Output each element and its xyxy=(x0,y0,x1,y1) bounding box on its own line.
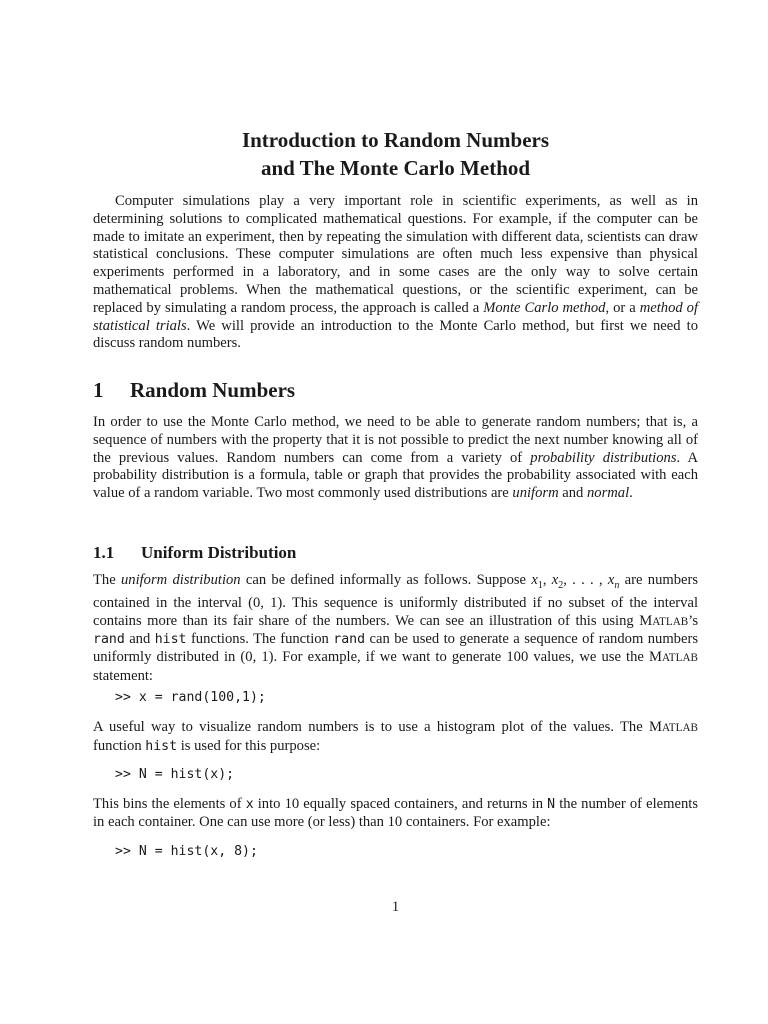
code-hist: hist xyxy=(145,738,178,754)
code-rand: rand xyxy=(333,632,366,648)
document-title xyxy=(93,126,698,182)
term-uniform-distribution: uniform distribution xyxy=(120,572,241,588)
code-rand: rand xyxy=(93,632,125,648)
code-block-hist-8: >> N = hist(x, 8); xyxy=(115,844,258,859)
code-x: x xyxy=(245,797,254,812)
title-line-2: and The Monte Carlo Method xyxy=(260,156,531,180)
term-uniform: uniform xyxy=(512,485,559,502)
term-probability-distributions: probability distributions xyxy=(530,449,677,466)
intro-paragraph: Computer simulations play a very important role in scientific experiments, as well as in determining solutions to complicated mathematical questions. For example, if the computer can be made to imitate an experiment, then by repeating the simulation with different data, scientists can draw statistical conclusions. These computer simulations are often much less expensive than physical experiments performed in a laboratory, and in some cases are the only way to solve certain mathematical problems. When the mathematical questions, or the scientific experiment, can be replaced by simulating a random process, the approach is called a Monte Carlo method, or a method of statistical trials. We will provide an introduction to the Monte Carlo method, but first we need to discuss random numbers. xyxy=(93,193,698,352)
code-block-rand: >> x = rand(100,1); xyxy=(115,690,266,705)
subsection-title: Uniform Distribution xyxy=(141,543,297,562)
term-normal: normal xyxy=(587,485,630,502)
bins-paragraph: This bins the elements of x into 10 equally spaced containers, and returns in N the number of elements in each container. One can use more (or less) than 10 containers. For example: xyxy=(93,796,699,830)
code-N: N xyxy=(547,797,556,812)
section-number: 1 xyxy=(93,378,104,402)
section-heading-random-numbers xyxy=(93,376,295,404)
random-numbers-paragraph: In order to use the Monte Carlo method, we need to be able to generate random numbers; that is, a sequence of numbers with the property that it is not possible to predict the next number knowing all of the previous values. Random numbers can come from a variety of probability distributions. A probability distribution is a formula, table or graph that provides the probability associated with each value of a random variable. Two most commonly used distributions are uniform and normal. xyxy=(93,414,699,502)
histogram-paragraph: A useful way to visualize random numbers is to use a histogram plot of the values. The MATLAB function hist is used for this purpose: xyxy=(93,719,698,754)
code-block-hist: >> N = hist(x); xyxy=(115,767,235,782)
matlab-wordmark: MATLAB xyxy=(639,612,689,629)
math-sequence-x1-to-xn: $x_1$, $x_2$, . . . , $x_n$ xyxy=(531,572,620,591)
section-title: Random Numbers xyxy=(130,378,296,402)
subsection-number: 1.1 xyxy=(93,543,115,562)
document-page xyxy=(93,0,698,1024)
matlab-wordmark: MATLAB xyxy=(648,719,698,735)
subsection-heading-uniform-distribution xyxy=(93,541,296,565)
term-monte-carlo-method: Monte Carlo method xyxy=(483,299,606,316)
code-hist: hist xyxy=(154,632,187,648)
uniform-distribution-paragraph: The uniform distribution can be defined informally as follows. Suppose $x_1$, $x_2$, . . . , $x_n$ are numbers contained in the interval (0, 1). This sequence is uniformly distributed if no subset of the interval contains more than its fair share of the numbers. We can see an illustration of this using MATLAB’s rand and hist functions. The function rand can be used to generate a sequence of random numbers uniformly distributed in (0, 1). For example, if we want to generate 100 values, we use the MATLAB statement: xyxy=(93,572,699,684)
title-line-1: Introduction to Random Numbers xyxy=(241,128,550,152)
page-number: 1 xyxy=(391,899,400,915)
matlab-wordmark: MATLAB xyxy=(648,649,698,666)
term-method-of-statistical-trials: method of statistical trials xyxy=(93,299,698,334)
